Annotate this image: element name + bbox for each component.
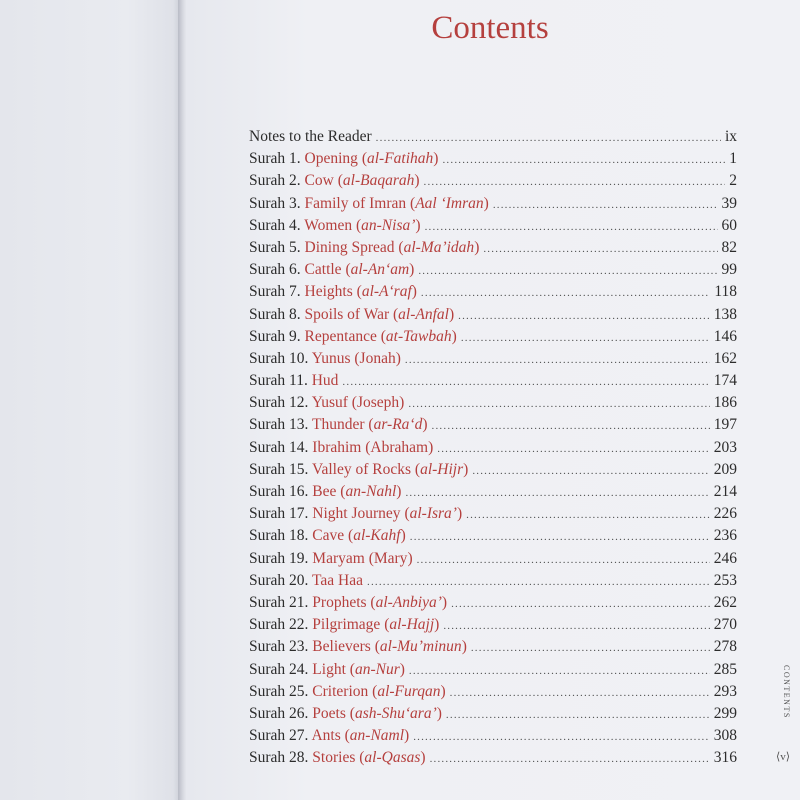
dot-leader xyxy=(493,199,718,211)
entry-prefix: Surah 19. xyxy=(249,549,313,567)
entry-title: Cave xyxy=(312,527,345,545)
toc-entry xyxy=(249,439,737,461)
toc-entry xyxy=(249,283,737,305)
entry-transliteration: al-Fatihah xyxy=(366,150,434,168)
entry-label: Surah 14. Ibrahim (Abraham) xyxy=(249,438,434,456)
entry-title: Taa Haa xyxy=(312,571,363,589)
dot-leader xyxy=(424,176,726,188)
entry-transliteration: al-Hajj xyxy=(389,616,435,634)
dot-leader xyxy=(446,709,710,721)
toc-entry xyxy=(249,128,737,150)
entry-title: Dining Spread xyxy=(304,238,395,256)
entry-title: Women xyxy=(304,216,353,234)
entry-page-number: 118 xyxy=(714,283,737,301)
entry-label xyxy=(249,372,338,390)
entry-prefix: Surah 10. xyxy=(249,349,312,367)
entry-page-number: 186 xyxy=(713,394,737,412)
entry-prefix: Surah 6. xyxy=(249,261,305,279)
entry-prefix: Surah 24. xyxy=(249,660,313,678)
entry-transliteration: at-Tawbah xyxy=(385,327,452,345)
entry-label: Surah 22. Pilgrimage (al-Hajj) xyxy=(249,616,440,634)
dot-leader xyxy=(342,376,709,388)
contents-heading: Contents xyxy=(431,10,549,46)
entry-label xyxy=(249,572,363,590)
entry-page-number: 2 xyxy=(729,172,737,190)
dot-leader xyxy=(458,310,710,322)
entry-transliteration: al-An‘am xyxy=(350,261,410,279)
entry-transliteration: al-Mu’minun xyxy=(379,638,462,656)
entry-page-number: 262 xyxy=(713,593,737,611)
entry-prefix: Surah 21. xyxy=(249,593,313,611)
entry-title: Pilgrimage xyxy=(312,616,381,634)
dot-leader xyxy=(461,332,710,344)
toc-entry xyxy=(249,505,737,527)
entry-transliteration: ash-Shu‘ara’ xyxy=(354,704,437,722)
dot-leader xyxy=(421,287,710,299)
toc-entry xyxy=(249,527,737,549)
page-number: ⟨v⟩ xyxy=(776,751,791,763)
entry-label: Surah 1. Opening (al-Fatihah) xyxy=(249,150,439,168)
entry-transliteration: Abraham xyxy=(370,438,429,456)
entry-label: Surah 27. Ants (an-Naml) xyxy=(249,727,410,745)
table-of-contents xyxy=(249,128,737,771)
toc-entry xyxy=(249,727,737,749)
entry-label: Surah 7. Heights (al-A‘raf) xyxy=(249,283,417,301)
dot-leader xyxy=(430,753,710,765)
entry-transliteration: al-Anfal xyxy=(398,305,449,323)
entry-title: Bee xyxy=(312,483,337,500)
entry-transliteration: an-Naml xyxy=(349,727,405,745)
entry-title: Yunus xyxy=(311,349,351,367)
entry-page-number: 253 xyxy=(713,571,737,589)
entry-prefix: Surah 12. xyxy=(249,394,312,412)
entry-transliteration: Jonah xyxy=(359,349,396,367)
dot-leader xyxy=(425,221,718,233)
dot-leader xyxy=(432,420,710,432)
entry-label: Surah 16. Bee (an-Nahl) xyxy=(249,483,402,500)
entry-page-number: 1 xyxy=(729,150,737,168)
entry-page-number: 39 xyxy=(721,194,737,212)
entry-page-number: 174 xyxy=(713,372,737,390)
toc-entry xyxy=(249,483,737,505)
entry-page-number: 214 xyxy=(713,483,737,500)
dot-leader xyxy=(410,531,710,543)
entry-prefix: Surah 18. xyxy=(249,527,313,545)
entry-prefix: Surah 13. xyxy=(249,416,313,434)
entry-prefix: Surah 1. xyxy=(249,150,305,168)
dot-leader xyxy=(413,731,710,743)
entry-transliteration: al-Furqan xyxy=(377,682,441,700)
entry-prefix: Surah 16. xyxy=(249,483,313,500)
dot-leader xyxy=(367,576,710,588)
entry-page-number: 60 xyxy=(721,216,737,234)
entry-prefix: Surah 11. xyxy=(249,372,312,390)
entry-prefix: Surah 28. xyxy=(249,749,313,767)
entry-label: Surah 12. Yusuf (Joseph) xyxy=(249,394,405,412)
entry-prefix: Surah 17. xyxy=(249,505,313,523)
entry-page-number: 197 xyxy=(713,416,737,434)
entry-transliteration: al-Qasas xyxy=(364,749,421,767)
toc-entry xyxy=(249,594,737,616)
entry-label: Surah 17. Night Journey (al-Isra’) xyxy=(249,505,463,523)
entry-page-number: 270 xyxy=(713,616,737,634)
dot-leader xyxy=(408,398,709,410)
toc-entry xyxy=(249,261,737,283)
entry-title: Valley of Rocks xyxy=(312,460,412,478)
entry-title: Cow xyxy=(304,172,334,190)
entry-transliteration: al-Hijr xyxy=(420,460,464,478)
entry-label: Surah 24. Light (an-Nur) xyxy=(249,660,405,678)
dot-leader xyxy=(417,554,710,566)
entry-title: Maryam xyxy=(312,549,365,567)
entry-page-number: 162 xyxy=(713,349,737,367)
entry-title: Ibrahim xyxy=(312,438,362,456)
entry-transliteration: an-Nur xyxy=(354,660,400,678)
toc-entry xyxy=(249,572,737,594)
entry-label: Surah 6. Cattle (al-An‘am) xyxy=(249,261,415,279)
entry-prefix: Surah 22. xyxy=(249,616,313,634)
dot-leader xyxy=(472,465,709,477)
entry-title: Thunder xyxy=(312,416,365,434)
toc-entry xyxy=(249,195,737,217)
entry-title: Notes to the Reader xyxy=(249,128,372,145)
entry-prefix: Surah 7. xyxy=(249,283,305,301)
entry-page-number: 99 xyxy=(721,261,737,279)
entry-prefix: Surah 8. xyxy=(249,305,305,323)
entry-page-number: 316 xyxy=(713,749,737,767)
entry-label: Surah 15. Valley of Rocks (al-Hijr) xyxy=(249,460,469,478)
entry-title: Stories xyxy=(312,749,356,767)
entry-page-number: 246 xyxy=(713,549,737,567)
entry-transliteration: an-Nahl xyxy=(345,483,397,500)
entry-page-number: 209 xyxy=(713,460,737,478)
entry-title: Yusuf xyxy=(311,394,348,412)
dot-leader xyxy=(466,509,710,521)
entry-title: Criterion xyxy=(312,682,369,700)
entry-prefix: Surah 15. xyxy=(249,460,313,478)
dot-leader xyxy=(483,243,717,255)
entry-label: Surah 28. Stories (al-Qasas) xyxy=(249,749,426,767)
toc-entry xyxy=(249,616,737,638)
dot-leader xyxy=(405,354,710,366)
dot-leader xyxy=(437,443,709,455)
entry-prefix: Surah 27. xyxy=(249,727,312,745)
left-page xyxy=(0,0,182,800)
entry-transliteration: al-Baqarah xyxy=(342,172,415,190)
toc-entry xyxy=(249,306,737,328)
entry-title: Cattle xyxy=(304,261,342,279)
dot-leader xyxy=(376,132,721,144)
toc-entry xyxy=(249,239,737,261)
entry-transliteration: Aal ‘Imran xyxy=(415,194,484,212)
entry-label: Surah 13. Thunder (ar-Ra‘d) xyxy=(249,416,428,434)
entry-label: Surah 23. Believers (al-Mu’minun) xyxy=(249,638,467,656)
entry-transliteration: al-Ma’idah xyxy=(403,238,475,256)
dot-leader xyxy=(471,642,710,654)
toc-entry xyxy=(249,705,737,727)
entry-label: Surah 19. Maryam (Mary) xyxy=(249,549,413,567)
toc-entry xyxy=(249,416,737,438)
entry-title: Heights xyxy=(304,283,353,301)
toc-entry xyxy=(249,350,737,372)
entry-page-number: 226 xyxy=(713,505,737,523)
entry-page-number: ix xyxy=(724,128,737,145)
entry-transliteration: ar-Ra‘d xyxy=(373,416,423,434)
entry-transliteration: an-Nisa’ xyxy=(361,216,416,234)
entry-label xyxy=(249,128,372,146)
entry-label: Surah 26. Poets (ash-Shu‘ara’) xyxy=(249,704,442,722)
entry-title: Prophets xyxy=(312,593,367,611)
toc-entry xyxy=(249,217,737,239)
toc-entry xyxy=(249,661,737,683)
entry-prefix: Surah 26. xyxy=(249,704,313,722)
entry-title: Light xyxy=(312,660,346,678)
entry-prefix: Surah 9. xyxy=(249,327,305,345)
entry-title: Ants xyxy=(311,727,341,745)
entry-label: Surah 5. Dining Spread (al-Ma’idah) xyxy=(249,238,480,256)
entry-title: Believers xyxy=(312,638,371,656)
toc-entry xyxy=(249,372,737,394)
toc-entry xyxy=(249,172,737,194)
entry-label: Surah 2. Cow (al-Baqarah) xyxy=(249,172,420,190)
entry-prefix: Surah 25. xyxy=(249,682,313,700)
entry-label: Surah 8. Spoils of War (al-Anfal) xyxy=(249,305,455,323)
entry-title: Opening xyxy=(304,150,358,168)
entry-prefix: Surah 4. xyxy=(249,216,305,234)
entry-title: Night Journey xyxy=(312,505,401,523)
entry-title: Repentance xyxy=(304,327,377,345)
toc-entry xyxy=(249,638,737,660)
entry-label: Surah 25. Criterion (al-Furqan) xyxy=(249,682,446,700)
entry-title: Family of Imran xyxy=(304,194,407,212)
entry-label: Surah 21. Prophets (al-Anbiya’) xyxy=(249,593,448,611)
entry-prefix: Surah 3. xyxy=(249,194,305,212)
entry-transliteration: al-Anbiya’ xyxy=(375,593,442,611)
entry-page-number: 203 xyxy=(713,438,737,456)
entry-label: Surah 3. Family of Imran (Aal ‘Imran) xyxy=(249,194,489,212)
entry-prefix: Surah 5. xyxy=(249,238,305,256)
dot-leader xyxy=(418,265,717,277)
entry-prefix: Surah 20. xyxy=(249,571,313,589)
entry-label: Surah 9. Repentance (at-Tawbah) xyxy=(249,327,457,345)
entry-title: Poets xyxy=(312,704,346,722)
toc-entry xyxy=(249,683,737,705)
toc-entry xyxy=(249,150,737,172)
entry-page-number: 82 xyxy=(721,238,737,256)
dot-leader xyxy=(405,487,709,499)
dot-leader xyxy=(450,687,710,699)
entry-page-number: 293 xyxy=(713,682,737,700)
entry-page-number: 308 xyxy=(713,727,737,745)
toc-entry xyxy=(249,394,737,416)
entry-title: Hud xyxy=(311,372,339,390)
entry-page-number: 138 xyxy=(713,305,737,323)
toc-entry xyxy=(249,749,737,771)
dot-leader xyxy=(451,598,710,610)
dot-leader xyxy=(409,665,710,677)
entry-page-number: 299 xyxy=(713,704,737,722)
entry-transliteration: Joseph xyxy=(356,394,400,412)
dot-leader xyxy=(442,154,725,166)
entry-page-number: 146 xyxy=(713,327,737,345)
entry-label: Surah 4. Women (an-Nisa’) xyxy=(249,216,421,234)
entry-page-number: 278 xyxy=(713,638,737,656)
entry-transliteration: Mary xyxy=(373,549,408,567)
toc-entry xyxy=(249,461,737,483)
toc-entry xyxy=(249,550,737,572)
toc-entry xyxy=(249,328,737,350)
running-head: CONTENTS xyxy=(782,665,791,719)
entry-page-number: 236 xyxy=(713,527,737,545)
dot-leader xyxy=(443,620,709,632)
entry-transliteration: al-Kahf xyxy=(353,527,401,545)
entry-transliteration: al-Isra’ xyxy=(409,505,457,523)
entry-label: Surah 10. Yunus (Jonah) xyxy=(249,349,401,367)
entry-title: Spoils of War xyxy=(304,305,390,323)
entry-prefix: Surah 2. xyxy=(249,172,305,190)
entry-prefix: Surah 23. xyxy=(249,638,313,656)
entry-label: Surah 18. Cave (al-Kahf) xyxy=(249,527,406,545)
entry-transliteration: al-A‘raf xyxy=(361,283,412,301)
entry-page-number: 285 xyxy=(713,660,737,678)
entry-prefix: Surah 14. xyxy=(249,438,313,456)
